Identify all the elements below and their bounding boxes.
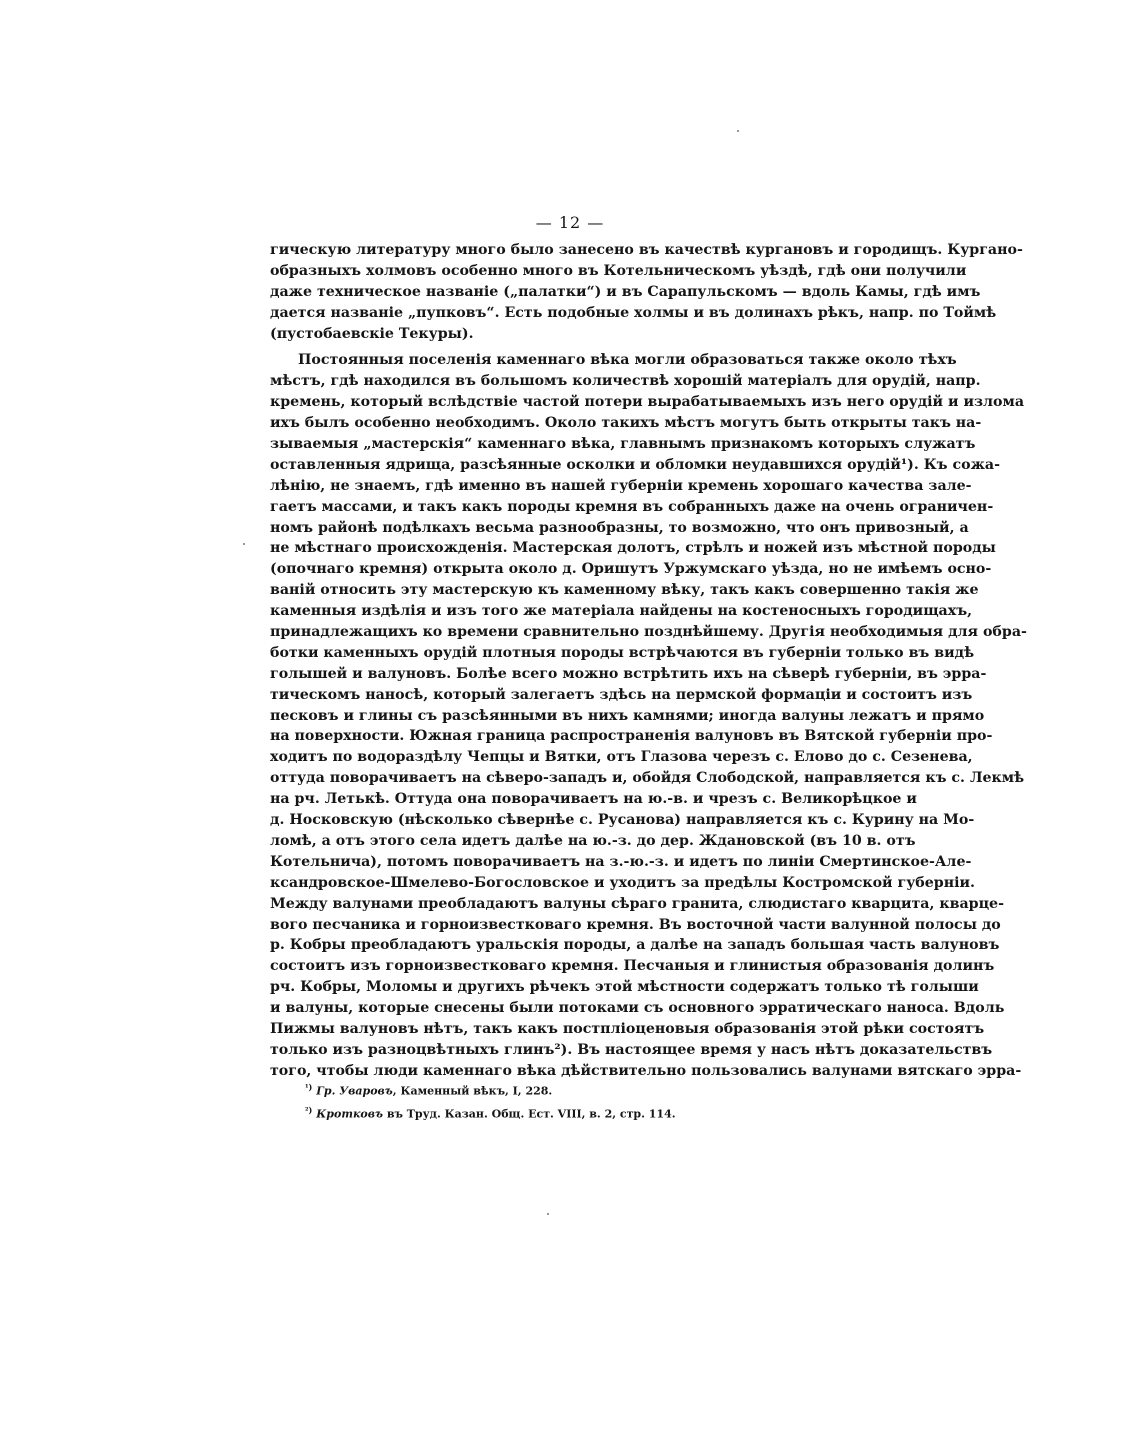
- text-line: лѣнію, не знаемъ, гдѣ именно въ нашей губерніи кремень хорошаго качества зале-: [270, 477, 972, 494]
- text-line: (опочнаго кремня) открыта около д. Оришутъ Уржумскаго уѣзда, но не имѣемъ осно-: [270, 561, 992, 578]
- text-line: оставленныя ядрища, разсѣянные осколки и обломки неудавшихся орудій¹). Къ сожа-: [270, 456, 1000, 473]
- footnote-text: въ Труд. Казан. Общ. Ест. VIII, в. 2, стр. 114.: [382, 1107, 676, 1121]
- text-line: Котельнича), потомъ поворачиваетъ на з.-ю.-з. и идетъ по линіи Смертинское-Але-: [270, 853, 972, 870]
- text-line: д. Носковскую (нѣсколько сѣвернѣе с. Русанова) направляется къ с. Курину на Мо-: [270, 812, 975, 829]
- text-line: р. Кобры преобладаютъ уральскія породы, а далѣе на западъ большая часть валуновъ: [270, 937, 1000, 954]
- text-line: ботки каменныхъ орудій плотныя породы встрѣчаются въ губерніи только въ видѣ: [270, 644, 975, 661]
- footnote-author: Кротковъ: [316, 1107, 383, 1121]
- text-line: даже техническое названіе („палатки“) и въ Сарапульскомъ — вдоль Камы, гдѣ имъ: [270, 283, 981, 300]
- paragraph: [270, 350, 1027, 1081]
- text-line: Между валунами преобладаютъ валуны сѣраго гранита, слюдистаго кварцита, кварце-: [270, 895, 1004, 912]
- text-line: гаетъ массами, и такъ какъ породы кремня въ собранныхъ даже на очень ограничен-: [270, 498, 994, 515]
- text-line: рч. Кобры, Моломы и другихъ рѣчекъ этой мѣстности содержатъ только тѣ голыши: [270, 979, 979, 996]
- footnote-mark: ²): [305, 1104, 313, 1115]
- footnote-mark: ¹): [305, 1082, 313, 1092]
- text-line: номъ районѣ подѣлкахъ весьма разнообразны, то возможно, что онъ привозный, а: [270, 519, 969, 536]
- text-line: образныхъ холмовъ особенно много въ Котельническомъ уѣздѣ, гдѣ они получили: [270, 262, 967, 279]
- text-line: ломѣ, а отъ этого села идетъ далѣе на ю.-з. до дер. Ждановской (въ 10 в. отъ: [270, 832, 916, 849]
- text-line: гическую литературу много было занесено въ качествѣ кургановъ и городищъ. Кургано-: [270, 242, 1023, 258]
- footnote: [305, 1078, 865, 1101]
- text-line: и валуны, которые снесены были потоками съ основного эрратическаго наноса. Вдоль: [270, 1000, 1005, 1017]
- text-line: Постоянныя поселенія каменнаго вѣка могли образоваться также около тѣхъ: [298, 352, 957, 369]
- main-text: [270, 240, 1027, 1082]
- text-line: не мѣстнаго происхожденія. Мастерская долотъ, стрѣлъ и ножей изъ мѣстной породы: [270, 540, 996, 557]
- text-line: только изъ разноцвѣтныхъ глинъ²). Въ настоящее время у насъ нѣтъ доказательствъ: [270, 1041, 993, 1058]
- text-line: (пустобаевскіе Текуры).: [270, 325, 474, 342]
- text-line: ваній относить эту мастерскую къ каменному вѣку, такъ какъ совершенно такія же: [270, 582, 979, 599]
- text-line: кремень, который вслѣдствіе частой потери вырабатываемыхъ изъ него орудій и излома: [270, 394, 1025, 411]
- text-line: принадлежащихъ ко времени сравнительно позднѣйшему. Другія необходимыя для обра-: [270, 624, 1027, 641]
- text-line: ходитъ по водораздѣлу Чепцы и Вятки, отъ Глазова черезъ с. Елово до с. Сезенева,: [270, 749, 973, 766]
- text-line: ксандровское-Шмелево-Богословское и уходитъ за предѣлы Костромской губерніи.: [270, 874, 975, 891]
- scan-speck: [243, 543, 245, 545]
- footnote-text: , Каменный вѣкъ, I, 228.: [392, 1084, 553, 1098]
- text-line: мѣстъ, гдѣ находился въ большомъ количествѣ хорошій матеріалъ для орудій, напр.: [270, 373, 981, 390]
- text-line: ихъ былъ особенно необходимъ. Около такихъ мѣстъ могутъ быть открыты такъ на-: [270, 415, 982, 432]
- text-line: Пижмы валуновъ нѣтъ, такъ какъ постпліоценовыя образованія этой рѣки состоятъ: [270, 1020, 985, 1037]
- text-line: оттуда поворачиваетъ на сѣверо-западъ и, обойдя Слободской, направляется къ с. Лекмѣ: [270, 770, 1025, 787]
- page-number: — 12 —: [535, 213, 605, 232]
- text-line: вого песчаника и горноизвестковаго кремня. Въ восточной части валунной полосы до: [270, 916, 1001, 933]
- text-line: того, чтобы люди каменнаго вѣка дѣйствительно пользовались валунами вятскаго эрра-: [270, 1062, 1022, 1079]
- text-line: зываемыя „мастерскія“ каменнаго вѣка, главнымъ признакомъ которыхъ служатъ: [270, 436, 976, 453]
- text-line: состоитъ изъ горноизвестковаго кремня. Песчаныя и глинистыя образованія долинъ: [270, 958, 995, 975]
- footnotes: [305, 1078, 865, 1123]
- text-line: голышей и валуновъ. Болѣе всего можно встрѣтить ихъ на сѣверѣ губерніи, въ эрра-: [270, 665, 987, 682]
- text-line: дается названіе „пупковъ“. Есть подобные холмы и въ долинахъ рѣкъ, напр. по Тоймѣ: [270, 304, 997, 321]
- scan-speck: [737, 130, 739, 132]
- text-line: тическомъ наносѣ, который залегаетъ здѣсь на пермской формаціи и состоитъ изъ: [270, 686, 973, 703]
- text-line: на поверхности. Южная граница распространенія валуновъ въ Вятской губерніи про-: [270, 728, 993, 745]
- text-line: на рч. Летькѣ. Оттуда она поворачиваетъ на ю.-в. и чрезъ с. Великорѣцкое и: [270, 791, 917, 808]
- footnote-author: Гр. Уваровъ: [316, 1084, 393, 1098]
- scan-speck: [547, 1213, 549, 1215]
- text-line: песковъ и глины съ разсѣянными въ нихъ камнями; иногда валуны лежатъ и прямо: [270, 707, 985, 724]
- footnote: [305, 1101, 865, 1124]
- paragraph: [270, 240, 1023, 344]
- text-line: каменныя издѣлія и изъ того же матеріала найдены на костеносныхъ городищахъ,: [270, 603, 973, 620]
